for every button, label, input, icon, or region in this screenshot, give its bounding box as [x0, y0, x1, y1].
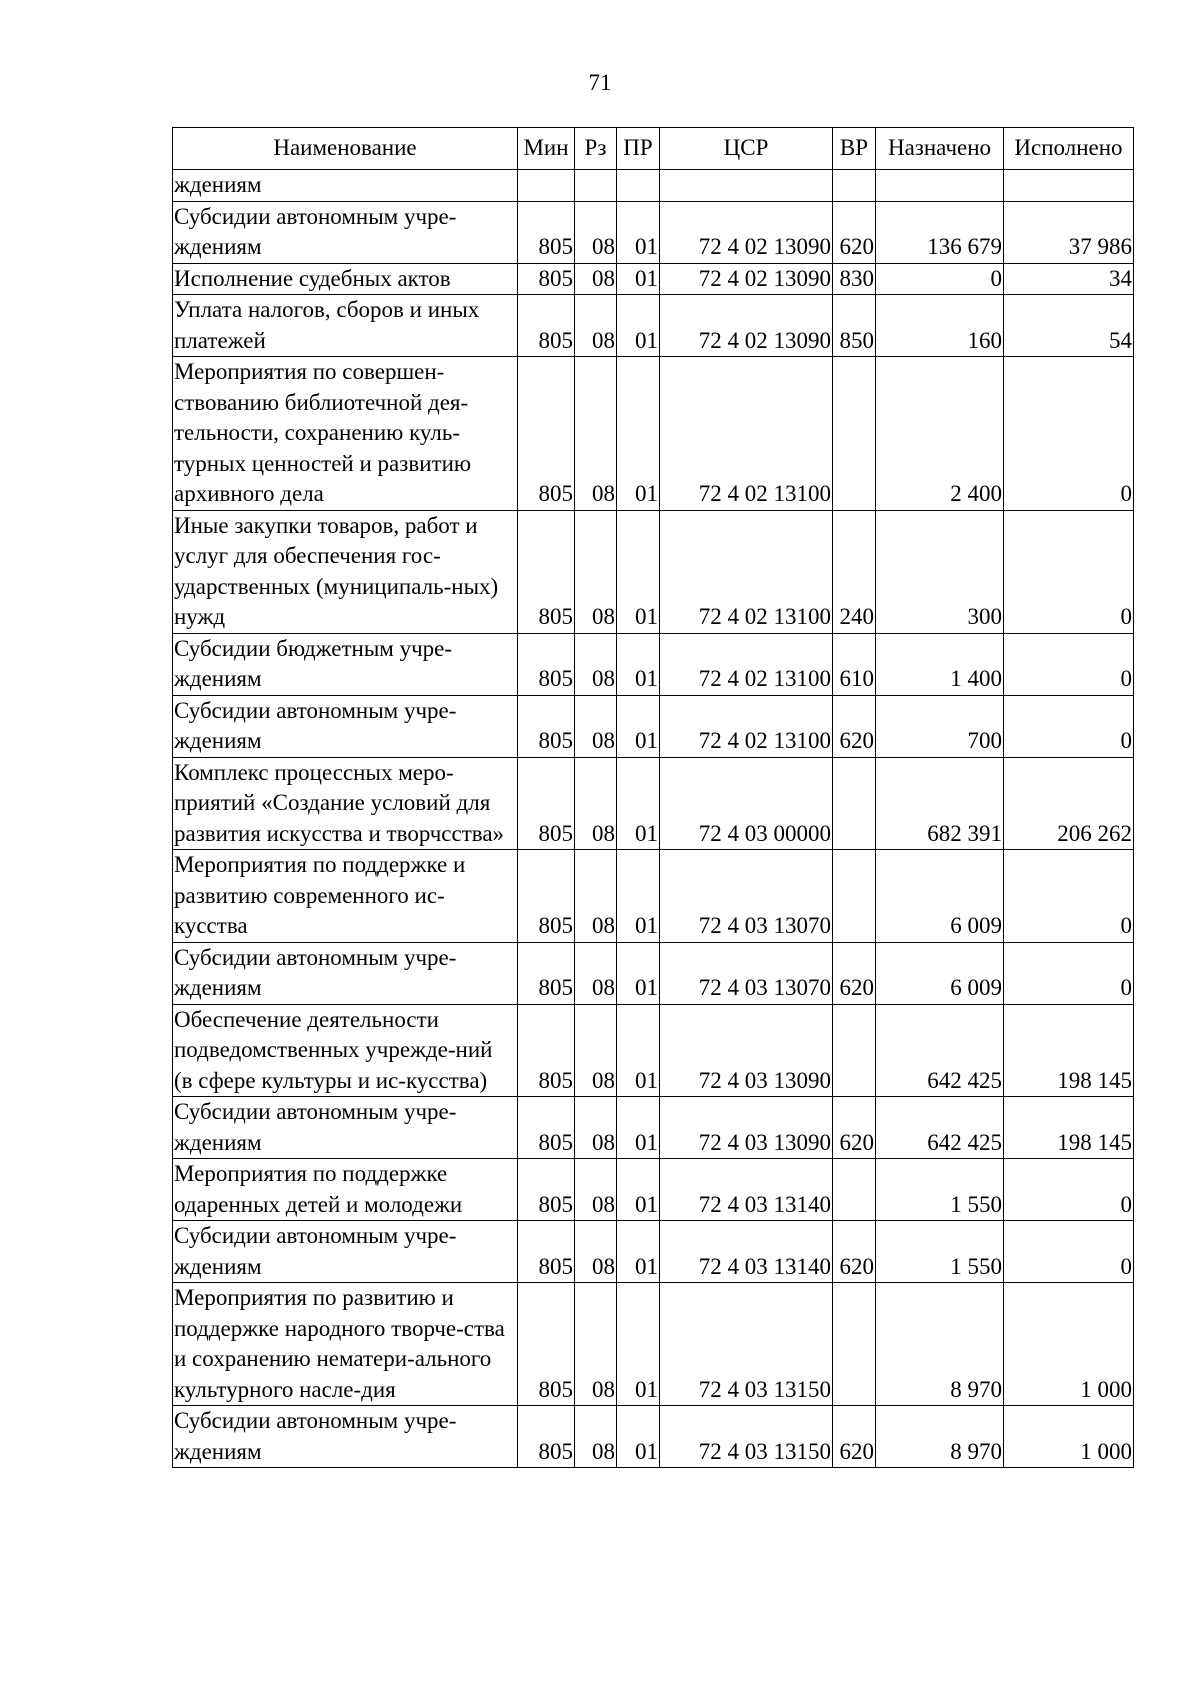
cell-vr — [833, 757, 876, 850]
column-header-pr: ПР — [617, 128, 660, 170]
cell-csr: 72 4 02 13090 — [660, 295, 833, 357]
cell-name: Мероприятия по совершен-ствованию библиотечной дея-тельности, сохранению куль-турных ценностей и развитию архивного дела — [173, 357, 518, 511]
cell-executed — [1004, 170, 1134, 202]
cell-min: 805 — [518, 357, 575, 511]
cell-assigned: 2 400 — [876, 357, 1004, 511]
table-row — [173, 1406, 1134, 1468]
cell-rz: 08 — [575, 695, 617, 757]
cell-csr: 72 4 03 00000 — [660, 757, 833, 850]
cell-min: 805 — [518, 1221, 575, 1283]
cell-pr: 01 — [617, 1159, 660, 1221]
cell-executed: 206 262 — [1004, 757, 1134, 850]
table-row — [173, 201, 1134, 263]
cell-name: Комплекс процессных меро-приятий «Создание условий для развития искусства и творчсства» — [173, 757, 518, 850]
cell-rz: 08 — [575, 201, 617, 263]
cell-min: 805 — [518, 1283, 575, 1406]
cell-vr: 240 — [833, 510, 876, 633]
cell-executed: 0 — [1004, 1159, 1134, 1221]
cell-rz: 08 — [575, 1159, 617, 1221]
cell-assigned: 300 — [876, 510, 1004, 633]
cell-vr: 620 — [833, 1221, 876, 1283]
cell-pr: 01 — [617, 357, 660, 511]
cell-pr: 01 — [617, 1406, 660, 1468]
cell-executed: 54 — [1004, 295, 1134, 357]
cell-name: Субсидии автономным учре-ждениям — [173, 1097, 518, 1159]
table-row — [173, 357, 1134, 511]
table-row — [173, 170, 1134, 202]
cell-assigned: 8 970 — [876, 1283, 1004, 1406]
budget-table — [172, 127, 1134, 1468]
cell-min: 805 — [518, 263, 575, 295]
cell-min: 805 — [518, 1159, 575, 1221]
cell-rz: 08 — [575, 510, 617, 633]
cell-vr: 850 — [833, 295, 876, 357]
cell-rz: 08 — [575, 633, 617, 695]
cell-rz — [575, 170, 617, 202]
cell-csr: 72 4 03 13090 — [660, 1097, 833, 1159]
cell-min: 805 — [518, 1406, 575, 1468]
cell-executed: 0 — [1004, 850, 1134, 943]
cell-vr: 620 — [833, 695, 876, 757]
cell-rz: 08 — [575, 357, 617, 511]
cell-name: Субсидии автономным учре-ждениям — [173, 1221, 518, 1283]
cell-name: Субсидии бюджетным учре-ждениям — [173, 633, 518, 695]
cell-assigned: 682 391 — [876, 757, 1004, 850]
cell-rz: 08 — [575, 1406, 617, 1468]
cell-vr — [833, 1283, 876, 1406]
cell-executed: 198 145 — [1004, 1004, 1134, 1097]
cell-rz: 08 — [575, 850, 617, 943]
cell-executed: 198 145 — [1004, 1097, 1134, 1159]
cell-csr: 72 4 03 13150 — [660, 1406, 833, 1468]
cell-csr: 72 4 02 13100 — [660, 357, 833, 511]
cell-rz: 08 — [575, 1221, 617, 1283]
cell-min: 805 — [518, 942, 575, 1004]
cell-min: 805 — [518, 1004, 575, 1097]
cell-pr: 01 — [617, 633, 660, 695]
table-row — [173, 295, 1134, 357]
column-header-min: Мин — [518, 128, 575, 170]
cell-vr: 610 — [833, 633, 876, 695]
cell-pr: 01 — [617, 942, 660, 1004]
cell-executed: 34 — [1004, 263, 1134, 295]
table-header-row — [173, 128, 1134, 170]
cell-name: Обеспечение деятельности подведомственных учрежде-ний (в сфере культуры и ис-кусства) — [173, 1004, 518, 1097]
cell-min: 805 — [518, 850, 575, 943]
cell-pr: 01 — [617, 1221, 660, 1283]
page-number: 71 — [588, 70, 612, 95]
cell-min: 805 — [518, 695, 575, 757]
cell-executed: 0 — [1004, 357, 1134, 511]
cell-name: Мероприятия по поддержке и развитию современного ис-кусства — [173, 850, 518, 943]
cell-name: Субсидии автономным учре-ждениям — [173, 1406, 518, 1468]
cell-name: Субсидии автономным учре-ждениям — [173, 942, 518, 1004]
cell-csr: 72 4 03 13070 — [660, 850, 833, 943]
cell-pr: 01 — [617, 695, 660, 757]
table-row — [173, 757, 1134, 850]
cell-min — [518, 170, 575, 202]
cell-name: Уплата налогов, сборов и иных платежей — [173, 295, 518, 357]
table-row — [173, 1283, 1134, 1406]
table-row — [173, 850, 1134, 943]
cell-rz: 08 — [575, 295, 617, 357]
cell-assigned: 1 400 — [876, 633, 1004, 695]
cell-rz: 08 — [575, 1283, 617, 1406]
cell-min: 805 — [518, 1097, 575, 1159]
cell-pr: 01 — [617, 510, 660, 633]
cell-pr: 01 — [617, 1283, 660, 1406]
table-row — [173, 263, 1134, 295]
column-header-csr: ЦСР — [660, 128, 833, 170]
cell-name: Мероприятия по развитию и поддержке народного творче-ства и сохранению нематери-ального культурного насле-дия — [173, 1283, 518, 1406]
cell-pr: 01 — [617, 1097, 660, 1159]
cell-min: 805 — [518, 510, 575, 633]
cell-vr: 830 — [833, 263, 876, 295]
table-row — [173, 1004, 1134, 1097]
cell-executed: 0 — [1004, 510, 1134, 633]
cell-executed: 37 986 — [1004, 201, 1134, 263]
table-row — [173, 1159, 1134, 1221]
column-header-name: Наименование — [173, 128, 518, 170]
cell-csr: 72 4 03 13140 — [660, 1221, 833, 1283]
cell-assigned: 1 550 — [876, 1221, 1004, 1283]
cell-assigned: 642 425 — [876, 1097, 1004, 1159]
cell-csr: 72 4 02 13100 — [660, 633, 833, 695]
table-row — [173, 510, 1134, 633]
cell-csr: 72 4 02 13090 — [660, 201, 833, 263]
cell-assigned: 6 009 — [876, 850, 1004, 943]
cell-min: 805 — [518, 633, 575, 695]
column-header-vr: ВР — [833, 128, 876, 170]
cell-min: 805 — [518, 201, 575, 263]
cell-csr: 72 4 03 13090 — [660, 1004, 833, 1097]
cell-executed: 1 000 — [1004, 1283, 1134, 1406]
cell-name: Исполнение судебных актов — [173, 263, 518, 295]
cell-assigned: 0 — [876, 263, 1004, 295]
cell-name: Субсидии автономным учре-ждениям — [173, 695, 518, 757]
cell-csr — [660, 170, 833, 202]
cell-csr: 72 4 03 13070 — [660, 942, 833, 1004]
cell-assigned — [876, 170, 1004, 202]
cell-vr: 620 — [833, 201, 876, 263]
cell-rz: 08 — [575, 1097, 617, 1159]
cell-vr: 620 — [833, 1097, 876, 1159]
cell-csr: 72 4 02 13090 — [660, 263, 833, 295]
cell-vr — [833, 1004, 876, 1097]
cell-assigned: 1 550 — [876, 1159, 1004, 1221]
cell-rz: 08 — [575, 263, 617, 295]
cell-executed: 0 — [1004, 1221, 1134, 1283]
table-row — [173, 942, 1134, 1004]
cell-executed: 0 — [1004, 695, 1134, 757]
cell-rz: 08 — [575, 1004, 617, 1097]
table-row — [173, 1097, 1134, 1159]
cell-csr: 72 4 03 13140 — [660, 1159, 833, 1221]
cell-vr: 620 — [833, 942, 876, 1004]
column-header-rz: Рз — [575, 128, 617, 170]
cell-csr: 72 4 02 13100 — [660, 695, 833, 757]
cell-assigned: 642 425 — [876, 1004, 1004, 1097]
column-header-assigned: Назначено — [876, 128, 1004, 170]
cell-executed: 1 000 — [1004, 1406, 1134, 1468]
cell-min: 805 — [518, 757, 575, 850]
cell-pr — [617, 170, 660, 202]
cell-rz: 08 — [575, 757, 617, 850]
cell-vr — [833, 357, 876, 511]
column-header-executed: Исполнено — [1004, 128, 1134, 170]
cell-assigned: 6 009 — [876, 942, 1004, 1004]
cell-name: Мероприятия по поддержке одаренных детей и молодежи — [173, 1159, 518, 1221]
cell-pr: 01 — [617, 201, 660, 263]
cell-assigned: 136 679 — [876, 201, 1004, 263]
table-body — [173, 170, 1134, 1468]
cell-min: 805 — [518, 295, 575, 357]
cell-executed: 0 — [1004, 633, 1134, 695]
cell-assigned: 700 — [876, 695, 1004, 757]
cell-vr — [833, 1159, 876, 1221]
cell-csr: 72 4 02 13100 — [660, 510, 833, 633]
table-row — [173, 633, 1134, 695]
cell-csr: 72 4 03 13150 — [660, 1283, 833, 1406]
cell-pr: 01 — [617, 850, 660, 943]
cell-vr: 620 — [833, 1406, 876, 1468]
cell-pr: 01 — [617, 295, 660, 357]
cell-name: Иные закупки товаров, работ и услуг для обеспечения гос-ударственных (муниципаль-ных) нужд — [173, 510, 518, 633]
cell-vr — [833, 850, 876, 943]
cell-name: ждениям — [173, 170, 518, 202]
cell-pr: 01 — [617, 757, 660, 850]
table-row — [173, 695, 1134, 757]
cell-vr — [833, 170, 876, 202]
cell-pr: 01 — [617, 1004, 660, 1097]
cell-pr: 01 — [617, 263, 660, 295]
cell-rz: 08 — [575, 942, 617, 1004]
cell-name: Субсидии автономным учре-ждениям — [173, 201, 518, 263]
cell-assigned: 160 — [876, 295, 1004, 357]
cell-executed: 0 — [1004, 942, 1134, 1004]
cell-assigned: 8 970 — [876, 1406, 1004, 1468]
table-row — [173, 1221, 1134, 1283]
